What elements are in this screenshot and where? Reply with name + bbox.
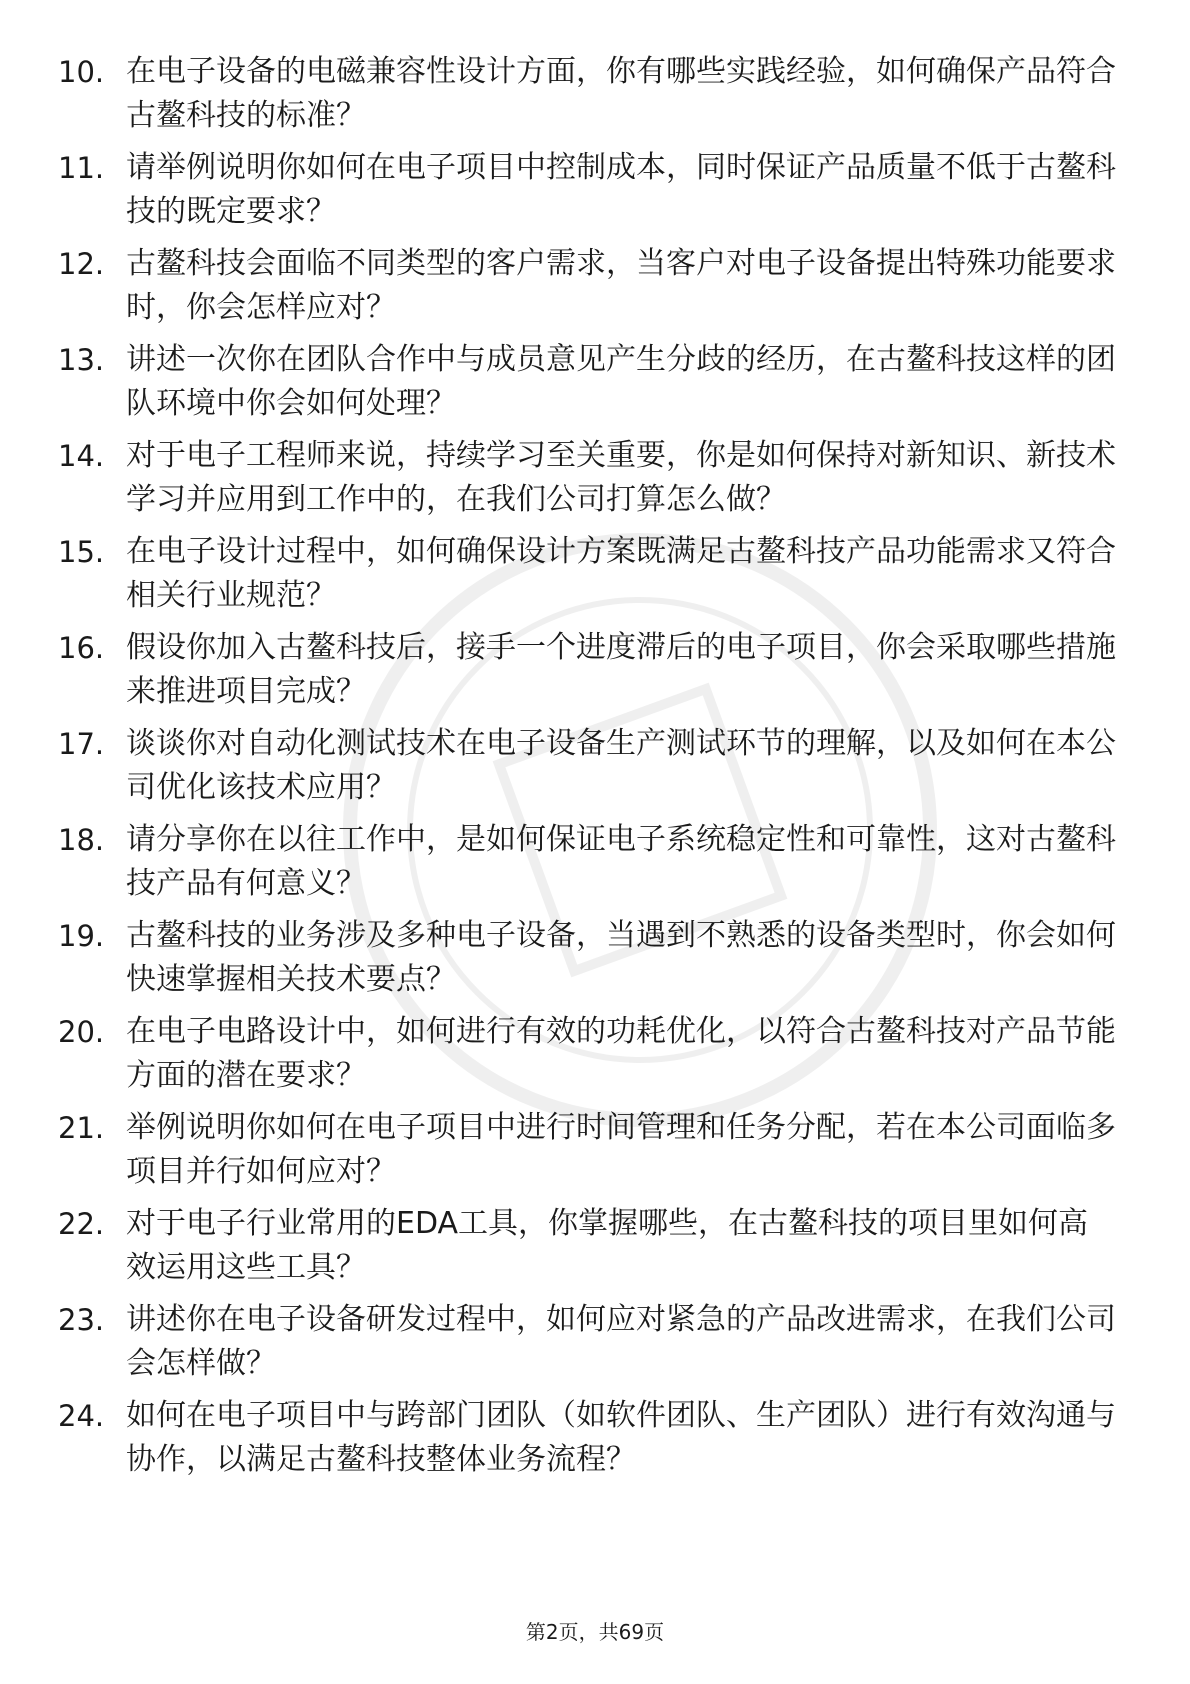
question-text: 古鳌科技会面临不同类型的客户需求，当客户对电子设备提出特殊功能要求时，你会怎样应对？ <box>126 246 1116 325</box>
question-number: 10. <box>58 55 105 89</box>
question-number: 19. <box>58 919 105 953</box>
question-number: 12. <box>58 247 105 281</box>
question-text: 举例说明你如何在电子项目中进行时间管理和任务分配，若在本公司面临多项目并行如何应对？ <box>126 1110 1116 1189</box>
question-item <box>0 1106 1190 1202</box>
question-item <box>0 434 1190 530</box>
question-item <box>0 914 1190 1010</box>
question-item <box>0 1010 1190 1106</box>
question-number: 21. <box>58 1111 105 1145</box>
question-text: 古鳌科技的业务涉及多种电子设备，当遇到不熟悉的设备类型时，你会如何快速掌握相关技术要点？ <box>126 918 1116 997</box>
question-item <box>0 338 1190 434</box>
question-list <box>0 50 1190 1490</box>
question-text: 对于电子工程师来说，持续学习至关重要，你是如何保持对新知识、新技术学习并应用到工作中的，在我们公司打算怎么做？ <box>126 438 1116 517</box>
question-number: 15. <box>58 535 105 569</box>
question-number: 16. <box>58 631 105 665</box>
question-number: 14. <box>58 439 105 473</box>
question-number: 24. <box>58 1399 105 1433</box>
question-text: 请举例说明你如何在电子项目中控制成本，同时保证产品质量不低于古鳌科技的既定要求？ <box>126 150 1116 229</box>
question-item <box>0 242 1190 338</box>
question-number: 11. <box>58 151 105 185</box>
question-text: 谈谈你对自动化测试技术在电子设备生产测试环节的理解，以及如何在本公司优化该技术应用？ <box>126 726 1116 805</box>
question-number: 23. <box>58 1303 105 1337</box>
question-text: 请分享你在以往工作中，是如何保证电子系统稳定性和可靠性，这对古鳌科技产品有何意义？ <box>126 822 1116 901</box>
question-item <box>0 1298 1190 1394</box>
question-item <box>0 530 1190 626</box>
question-number: 18. <box>58 823 105 857</box>
question-item <box>0 626 1190 722</box>
question-text: 对于电子行业常用的EDA工具，你掌握哪些，在古鳌科技的项目里如何高效运用这些工具？ <box>126 1206 1089 1285</box>
question-item <box>0 722 1190 818</box>
question-item <box>0 1202 1190 1298</box>
question-text: 在电子电路设计中，如何进行有效的功耗优化，以符合古鳌科技对产品节能方面的潜在要求？ <box>126 1014 1116 1093</box>
question-item <box>0 50 1190 146</box>
question-text: 在电子设备的电磁兼容性设计方面，你有哪些实践经验，如何确保产品符合古鳌科技的标准？ <box>126 54 1116 133</box>
page-number: 第2页，共69页 <box>525 1620 665 1644</box>
question-text: 讲述你在电子设备研发过程中，如何应对紧急的产品改进需求，在我们公司会怎样做？ <box>126 1302 1116 1381</box>
question-number: 20. <box>58 1015 105 1049</box>
question-number: 17. <box>58 727 105 761</box>
question-text: 假设你加入古鳌科技后，接手一个进度滞后的电子项目，你会采取哪些措施来推进项目完成？ <box>126 630 1116 709</box>
question-text: 讲述一次你在团队合作中与成员意见产生分歧的经历，在古鳌科技这样的团队环境中你会如何处理？ <box>126 342 1116 421</box>
question-item <box>0 146 1190 242</box>
question-item <box>0 1394 1190 1490</box>
question-text: 如何在电子项目中与跨部门团队（如软件团队、生产团队）进行有效沟通与协作，以满足古鳌科技整体业务流程？ <box>126 1398 1116 1477</box>
question-number: 13. <box>58 343 105 377</box>
question-number: 22. <box>58 1207 105 1241</box>
question-item <box>0 818 1190 914</box>
question-text: 在电子设计过程中，如何确保设计方案既满足古鳌科技产品功能需求又符合相关行业规范？ <box>126 534 1116 613</box>
